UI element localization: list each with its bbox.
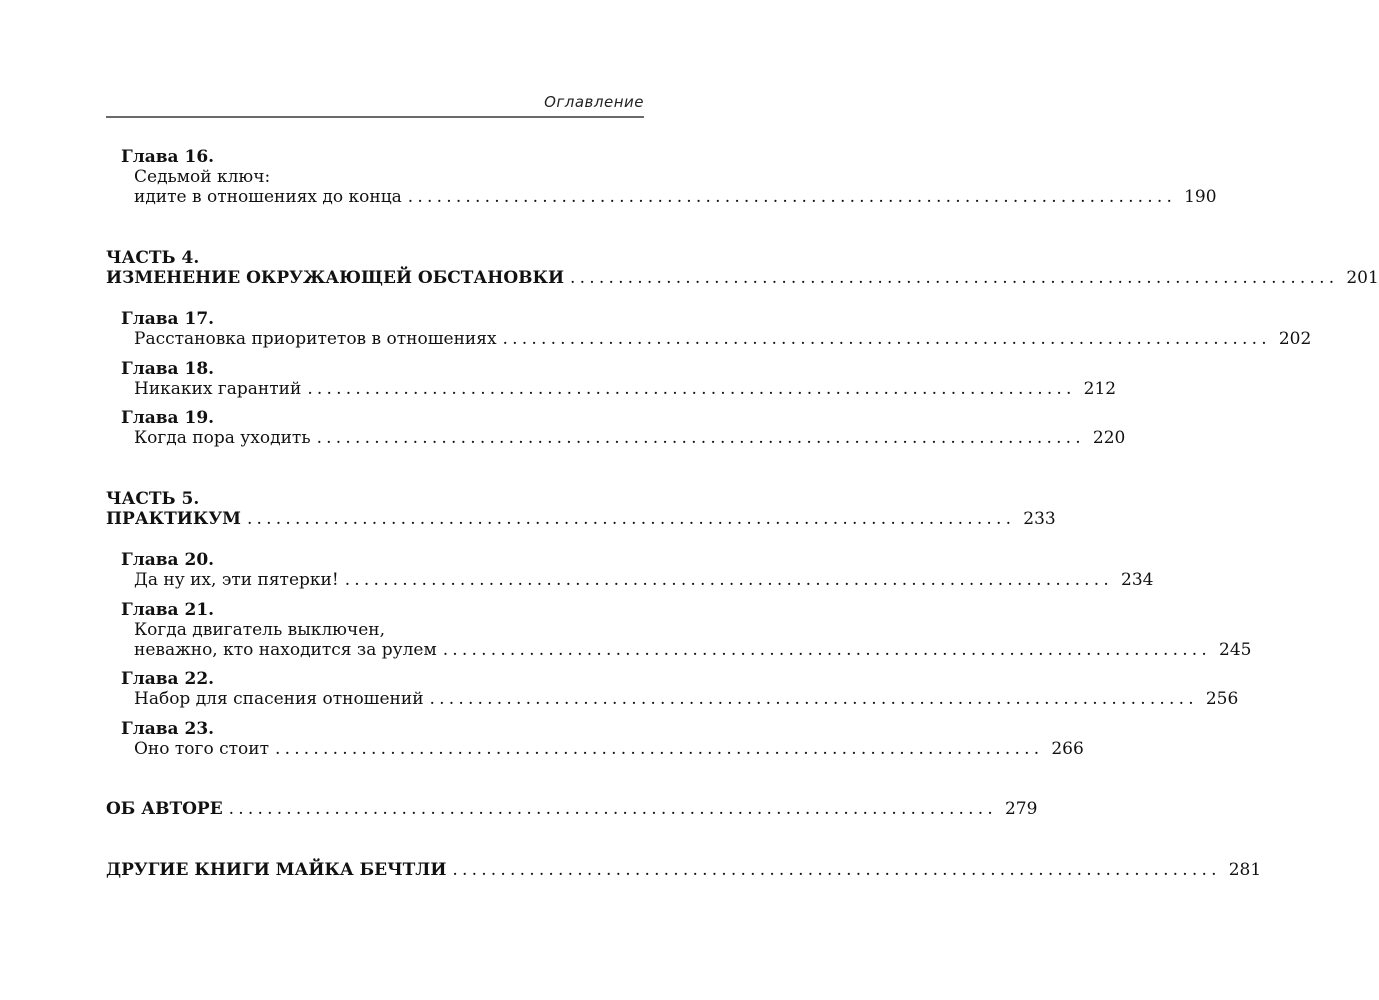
chapter-21-label: Глава 21. [121,600,215,620]
chapter-19-title: Когда пора уходить [134,428,311,448]
chapter-16-title-line1: Седьмой ключ: [134,167,271,187]
page-number: 266 [1051,739,1084,759]
chapter-20-title: Да ну их, эти пятерки! [134,570,339,590]
chapter-18-label: Глава 18. [121,359,215,379]
chapter-18-title: Никаких гарантий [134,379,302,399]
part-5-label: ЧАСТЬ 5. [106,489,200,509]
chapter-16-label: Глава 16. [121,147,215,167]
page-number: 201 [1346,268,1379,288]
dot-leader: ................................................................................ [502,329,1271,349]
page-number: 281 [1228,860,1262,880]
chapter-16-title-line2: идите в отношениях до конца [134,187,402,207]
dot-leader: ................................................................................ [429,689,1198,709]
about-author-title: ОБ АВТОРЕ [106,799,223,819]
chapter-21-title-line1: Когда двигатель выключен, [134,620,385,640]
page-number: 233 [1023,509,1056,529]
page-number: 202 [1278,329,1312,349]
page-number: 256 [1205,689,1239,709]
toc-entry-about-author[interactable] [106,797,1038,821]
toc-entry-other-books[interactable] [106,858,1262,882]
dot-leader: ................................................................................ [316,428,1085,448]
toc-entry-chapter-20[interactable] [134,568,1154,592]
dot-leader: ................................................................................ [228,799,997,819]
toc-entry-part-5[interactable] [106,507,1056,531]
dot-leader: ................................................................................ [344,570,1113,590]
chapter-21-title-line2: неважно, кто находится за рулем [134,640,437,660]
dot-leader: ................................................................................ [246,509,1016,529]
page-number: 220 [1092,428,1126,448]
part-4-title: ИЗМЕНЕНИЕ ОКРУЖАЮЩЕЙ ОБСТАНОВКИ [106,268,565,288]
part-4-label: ЧАСТЬ 4. [106,248,200,268]
dot-leader: ................................................................................ [307,379,1076,399]
chapter-19-label: Глава 19. [121,408,215,428]
toc-entry-chapter-19[interactable] [134,426,1126,450]
chapter-22-label: Глава 22. [121,669,215,689]
page-number: 212 [1083,379,1117,399]
toc-entry-chapter-18[interactable] [134,377,1117,401]
other-books-title: ДРУГИЕ КНИГИ МАЙКА БЕЧТЛИ [106,860,447,880]
dot-leader: ................................................................................ [275,739,1044,759]
chapter-20-label: Глава 20. [121,550,215,570]
toc-entry-chapter-21[interactable] [134,638,1252,662]
toc-entry-chapter-17[interactable] [134,327,1312,351]
page-number: 279 [1004,799,1038,819]
toc-entry-part-4[interactable] [106,266,1379,290]
page-number: 245 [1219,640,1252,660]
toc-entry-chapter-23[interactable] [134,737,1084,761]
chapter-23-title: Оно того стоит [134,739,269,759]
chapter-23-label: Глава 23. [121,719,215,739]
chapter-17-label: Глава 17. [121,309,215,329]
part-5-title: ПРАКТИКУМ [106,509,241,529]
dot-leader: ................................................................................ [442,640,1212,660]
page-number: 234 [1121,570,1154,590]
header-rule [106,116,644,118]
dot-leader: ................................................................................ [407,187,1177,207]
dot-leader: ................................................................................ [570,268,1339,288]
page-number: 190 [1184,187,1217,207]
running-head: Оглавление [544,93,644,111]
chapter-17-title: Расстановка приоритетов в отношениях [134,329,497,349]
chapter-22-title: Набор для спасения отношений [134,689,424,709]
toc-entry-chapter-22[interactable] [134,687,1239,711]
toc-entry-chapter-16[interactable] [134,185,1217,209]
dot-leader: ................................................................................ [452,860,1221,880]
